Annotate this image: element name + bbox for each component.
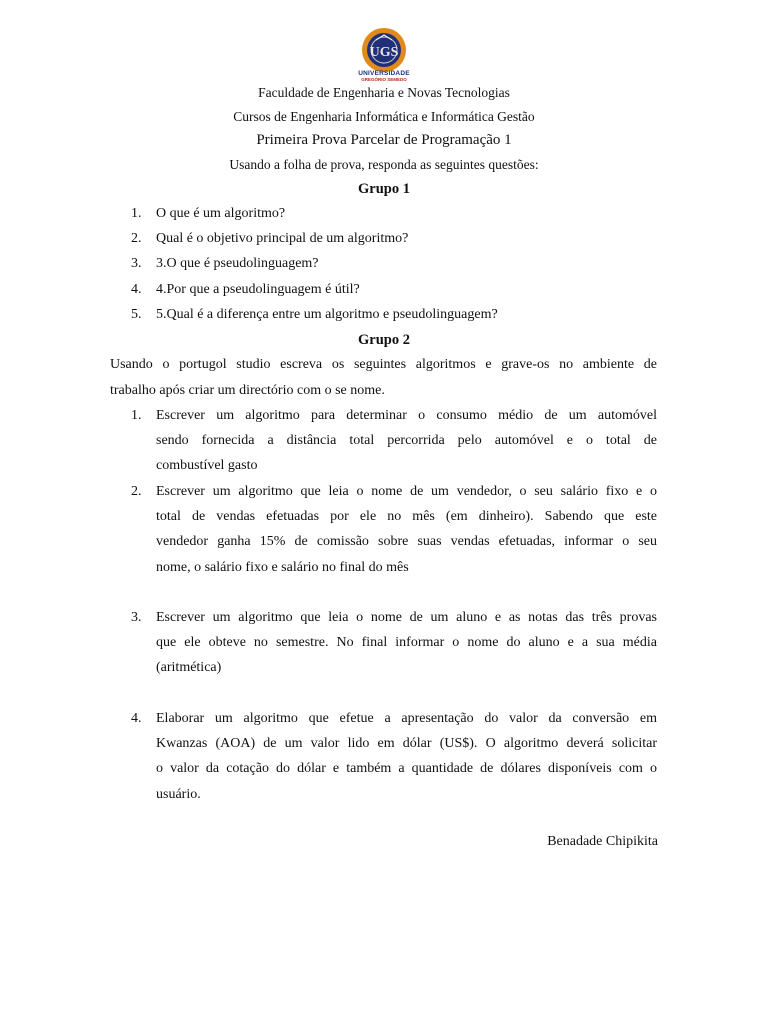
group1-heading: Grupo 1 <box>358 181 410 197</box>
logo-university-label: UNIVERSIDADE <box>358 70 410 77</box>
question-number: 4. <box>131 711 142 726</box>
question-text: 5.Qual é a diferença entre um algoritmo e pseudolinguagem? <box>156 306 498 322</box>
list-item <box>0 302 768 327</box>
question-line: combustível gasto <box>156 458 258 474</box>
question-text <box>156 605 657 681</box>
question-line: o valor da cotação do dólar e também a quantidade de dólares disponíveis com o <box>156 761 657 777</box>
question-line: Kwanzas (AOA) de um valor lido em dólar (US$). O algoritmo deverá solicitar <box>156 736 657 752</box>
question-number: 5. <box>131 306 142 322</box>
exam-instructions: Usando a folha de prova, responda as seguintes questões: <box>229 157 539 172</box>
question-line: sendo fornecida a distância total percorrida pelo automóvel e o total de <box>156 433 657 449</box>
exam-title: Primeira Prova Parcelar de Programação 1 <box>256 132 512 148</box>
group2-heading: Grupo 2 <box>358 332 410 348</box>
question-number: 1. <box>131 206 142 221</box>
question-number: 3. <box>131 256 142 272</box>
question-number: 2. <box>131 484 142 499</box>
faculty-title: Faculdade de Engenharia e Novas Tecnologias <box>258 85 510 100</box>
svg-text:UGS: UGS <box>369 45 399 60</box>
question-text <box>156 403 657 479</box>
group1-question-list <box>0 201 768 327</box>
list-item <box>0 277 768 302</box>
question-line: que ele obteve no semestre. No final informar o nome do aluno e a sua média <box>156 635 657 651</box>
question-line: total de vendas efetuadas por ele no mês (em dinheiro). Sabendo que este <box>156 509 657 525</box>
question-number: 3. <box>131 610 142 625</box>
question-line: vendedor ganha 15% de comissão sobre suas vendas efetuadas, informar o seu <box>156 534 657 550</box>
group2-intro-line: trabalho após criar um directório com o se nome. <box>110 382 385 398</box>
question-number: 4. <box>131 281 142 297</box>
question-line: (aritmética) <box>156 660 222 676</box>
question-line: Elaborar um algoritmo que efetue a apresentação do valor da conversão em <box>156 711 657 726</box>
list-item <box>0 226 768 251</box>
list-item <box>0 251 768 276</box>
question-line: usuário. <box>156 786 201 802</box>
question-number: 1. <box>131 408 142 423</box>
logo-university-sublabel: GREGÓRIO SEMEDO <box>361 77 407 82</box>
question-line: Escrever um algoritmo que leia o nome de um vendedor, o seu salário fixo e o <box>156 484 657 499</box>
question-text: O que é um algoritmo? <box>156 206 286 221</box>
question-number: 2. <box>131 231 142 247</box>
question-text: Qual é o objetivo principal de um algoritmo? <box>156 231 409 247</box>
question-text: 3.O que é pseudolinguagem? <box>156 256 319 272</box>
list-item <box>0 201 768 226</box>
courses-title: Cursos de Engenharia Informática e Informática Gestão <box>233 109 535 124</box>
group2-intro-line: Usando o portugol studio escreva os seguintes algoritmos e grave-os no ambiente de <box>110 357 657 372</box>
group2-intro <box>110 352 657 403</box>
question-text <box>156 706 657 807</box>
question-line: Escrever um algoritmo que leia o nome de um aluno e as notas das três provas <box>156 610 657 625</box>
question-line: nome, o salário fixo e salário no final do mês <box>156 559 409 575</box>
author-signature: Benadade Chipikita <box>547 834 658 849</box>
question-text: 4.Por que a pseudolinguagem é útil? <box>156 281 360 297</box>
question-text <box>156 479 657 580</box>
question-line: Escrever um algoritmo para determinar o consumo médio de um automóvel <box>156 408 657 423</box>
